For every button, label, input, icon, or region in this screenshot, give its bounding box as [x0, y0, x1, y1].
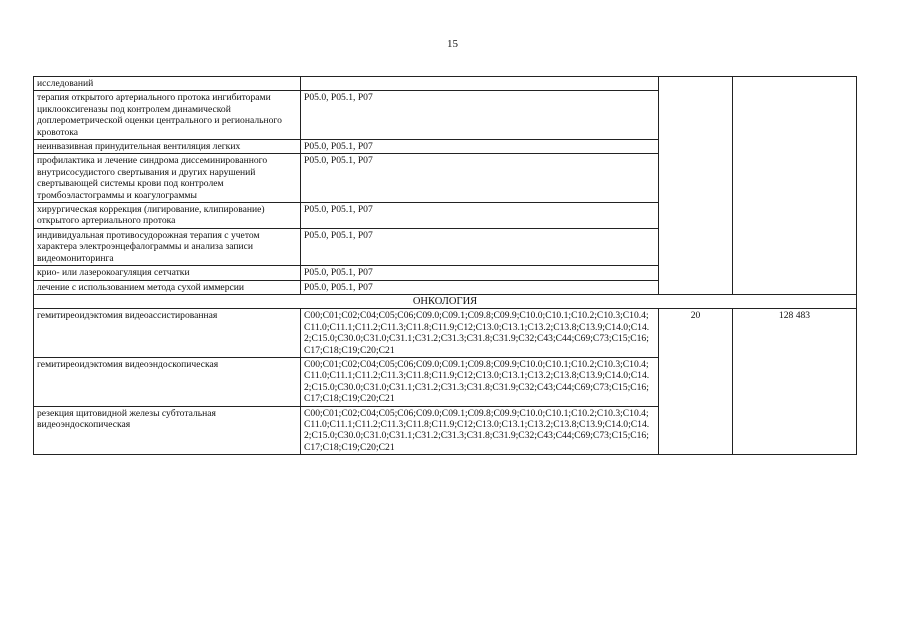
procedure-name: профилактика и лечение синдрома диссеминированного внутрисосудистого свертывания и других нарушений свертывающей системы крови под контролем тромбоэластограммы и коагулограммы [34, 154, 301, 203]
procedure-name: исследований [34, 77, 301, 91]
procedure-name: крио- или лазерокоагуляция сетчатки [34, 266, 301, 280]
diagnosis-codes: P05.0, P05.1, P07 [301, 203, 659, 229]
procedure-name: гемитиреоидэктомия видеоассистированная [34, 309, 301, 358]
procedure-name: резекция щитовидной железы субтотальная видеоэндоскопическая [34, 406, 301, 455]
diagnosis-codes: P05.0, P05.1, P07 [301, 91, 659, 140]
procedure-name: лечение с использованием метода сухой иммерсии [34, 280, 301, 294]
diagnosis-codes: P05.0, P05.1, P07 [301, 154, 659, 203]
diagnosis-codes: P05.0, P05.1, P07 [301, 140, 659, 154]
procedure-name: хирургическая коррекция (лигирование, клипирование) открытого артериального протока [34, 203, 301, 229]
table-row [34, 309, 857, 358]
diagnosis-codes: C00;C01;C02;C04;C05;C06;C09.0;C09.1;C09.8;C09.9;C10.0;C10.1;C10.2;C10.3;C10.4;C11.0;C11.1;C11.2;C11.3;C11.8;C11.9;C12;C13.0;C13.1;C13.2;C13.8;C13.9;C14.0;C14.2;C15.0;C30.0;C31.0;C31.1;C31.2;C31.3;C31.8;C31.9;C32;C43;C44;C69;C73;C15;C16;C17;C18;C19;C20;C21 [301, 309, 659, 358]
section-title: ОНКОЛОГИЯ [34, 294, 857, 308]
group-cost: 128 483 [733, 309, 857, 455]
page-number: 15 [447, 38, 458, 50]
procedure-name: индивидуальная противосудорожная терапия с учетом характера электроэнцефалограммы и анализа записи видеомониторинга [34, 228, 301, 265]
group-number-cell [659, 77, 733, 295]
diagnosis-codes: C00;C01;C02;C04;C05;C06;C09.0;C09.1;C09.8;C09.9;C10.0;C10.1;C10.2;C10.3;C10.4;C11.0;C11.1;C11.2;C11.3;C11.8;C11.9;C12;C13.0;C13.1;C13.2;C13.8;C13.9;C14.0;C14.2;C15.0;C30.0;C31.0;C31.1;C31.2;C31.3;C31.8;C31.9;C32;C43;C44;C69;C73;C15;C16;C17;C18;C19;C20;C21 [301, 357, 659, 406]
diagnosis-codes: P05.0, P05.1, P07 [301, 228, 659, 265]
diagnosis-codes: P05.0, P05.1, P07 [301, 280, 659, 294]
diagnosis-codes [301, 77, 659, 91]
group-cost-cell [733, 77, 857, 295]
section-header-row [34, 294, 857, 308]
group-number: 20 [659, 309, 733, 455]
diagnosis-codes: P05.0, P05.1, P07 [301, 266, 659, 280]
procedures-table [33, 76, 857, 455]
procedure-name: гемитиреоидэктомия видеоэндоскопическая [34, 357, 301, 406]
procedure-name: терапия открытого артериального протока ингибиторами циклооксигеназы под контролем динамической доплерометрической оценки центрального и регионального кровотока [34, 91, 301, 140]
diagnosis-codes: C00;C01;C02;C04;C05;C06;C09.0;C09.1;C09.8;C09.9;C10.0;C10.1;C10.2;C10.3;C10.4;C11.0;C11.1;C11.2;C11.3;C11.8;C11.9;C12;C13.0;C13.1;C13.2;C13.8;C13.9;C14.0;C14.2;C15.0;C30.0;C31.0;C31.1;C31.2;C31.3;C31.8;C31.9;C32;C43;C44;C69;C73;C15;C16;C17;C18;C19;C20;C21 [301, 406, 659, 455]
table-row [34, 77, 857, 91]
procedure-name: неинвазивная принудительная вентиляция легких [34, 140, 301, 154]
